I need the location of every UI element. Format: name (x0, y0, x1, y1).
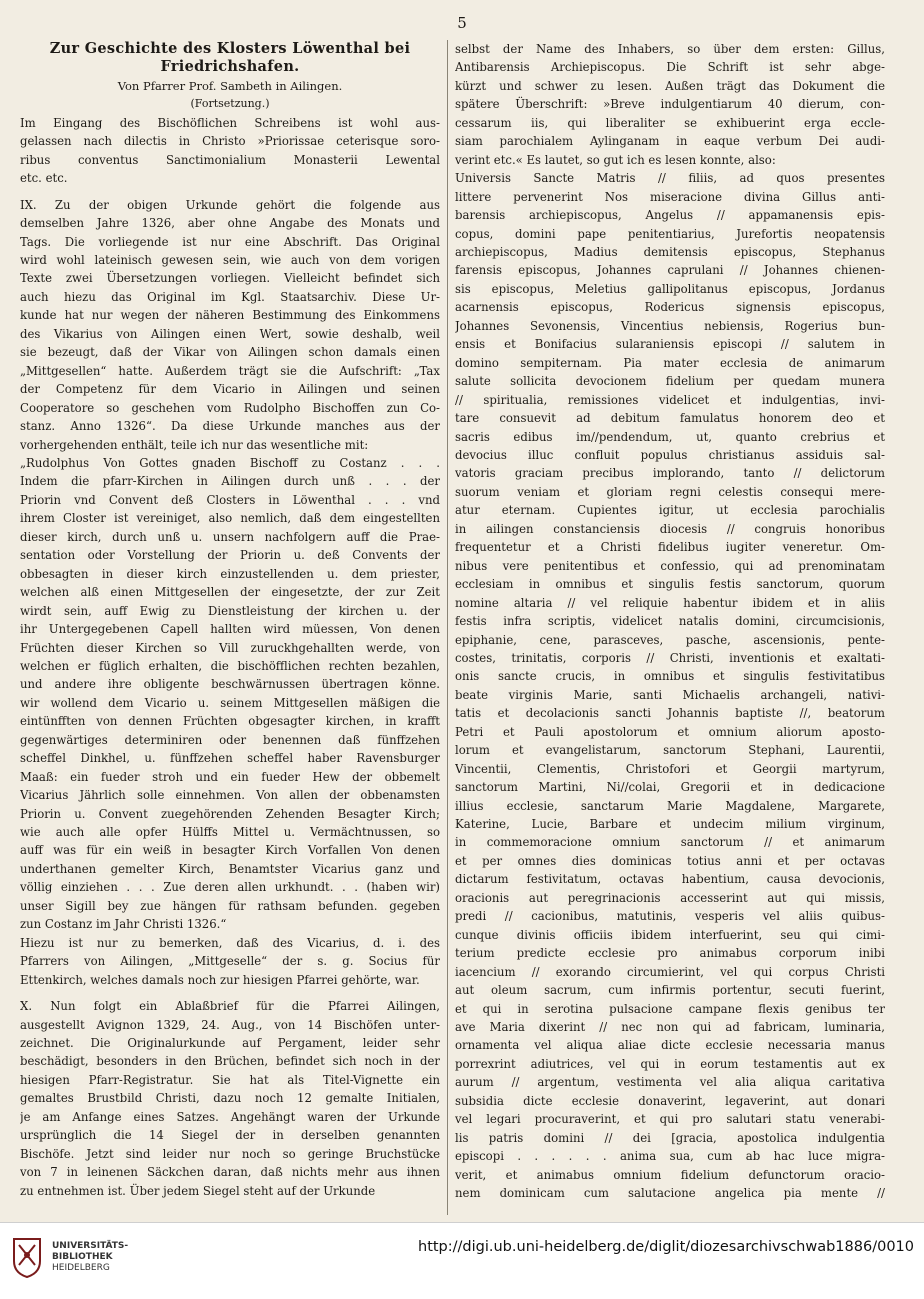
text-line: „Mittgesellen“ hatte. Außerdem trägt sie die Aufschrift: „Tax (20, 363, 440, 378)
text-line: ihrem Closter ist vereiniget, also nemlich, daß dem eingestellten (20, 511, 440, 526)
text-line: wirdt sein, auff Ewig zu Dienstleistung der kirchen u. der (20, 603, 440, 618)
text-line: Priorin u. Convent zuegehörenden Zehenden Besagter Kirch; (20, 806, 440, 821)
text-line: onis sancte crucis, in omnibus et singulis festivitatibus (455, 669, 885, 684)
text-line: Hiezu ist nur zu bemerken, daß des Vicarius, d. i. des (20, 935, 440, 950)
text-line: sanctorum Martini, Ni//colai, Gregorii et in dedicacione (455, 780, 885, 795)
text-line: salute sollicita devocionem fidelium per quedam munera (455, 374, 885, 389)
text-line: ave Maria dixerint // nec non qui ad fabricam, luminaria, (455, 1020, 885, 1035)
text-line: festis infra scriptis, videlicet natalis domini, circumcisionis, (455, 614, 885, 629)
article-byline: Von Pfarrer Prof. Sambeth in Ailingen. (117, 78, 343, 93)
text-line: aurum // argentum, vestimenta vel alia aliqua caritativa (455, 1075, 885, 1090)
text-line: illius ecclesie, sanctarum Marie Magdalene, Margarete, (455, 798, 885, 813)
right-column (455, 40, 885, 1203)
text-line: ihr Untergegebenen Capell hallten wird müessen, Von denen (20, 622, 440, 637)
text-line: je am Anfange eines Satzes. Angehängt waren der Urkunde (20, 1109, 440, 1124)
text-line: Petri et Pauli apostolorum et omnium aliorum aposto- (455, 724, 885, 739)
text-line: welchen alß einen Mittgesellen der eingesetzte, der zur Zeit (20, 585, 440, 600)
text-line: siam parochialem Aylinganam in eaque verbum Dei audi- (455, 134, 885, 149)
text-line: underthanen gemelter Kirch, Benamtster Vicarius ganz und (20, 861, 440, 876)
text-line: sie bezeugt, daß der Vikar von Ailingen schon damals einen (20, 345, 440, 360)
library-name-line3: HEIDELBERG (52, 1263, 110, 1273)
text-line: Texte zwei Übersetzungen vorliegen. Vielleicht befindet sich (20, 271, 440, 286)
text-line: etc. etc. (20, 171, 68, 186)
text-line: suorum veniam et gloriam regni celestis consequi mere- (455, 484, 885, 499)
text-line: atur eternam. Cupientes igitur, ut ecclesia parochialis (455, 503, 885, 518)
text-line: et qui in serotina pulsacione campane flexis genibus ter (455, 1001, 885, 1016)
article-title: Zur Geschichte des Klosters Löwenthal bei (49, 40, 411, 57)
text-line: sentation oder Vorstellung der Priorin u. deß Convents der (20, 548, 440, 563)
text-line: beschädigt, besonders in den Brüchen, befindet sich noch in der (20, 1054, 440, 1069)
text-line: littere pervenerint Nos miseracione divina Gillus anti- (455, 189, 885, 204)
text-line: nomine altaria // vel reliquie habentur ibidem et in aliis (455, 595, 885, 610)
text-line: nem dominicam cum salutacione angelica pia mente // (455, 1186, 885, 1201)
footer-bar (0, 1222, 924, 1299)
text-line: zun Costanz im Jahr Christi 1326.“ (20, 917, 227, 932)
text-line: nibus vere penitentibus et confessio, qui ad prenominatam (455, 558, 885, 573)
text-line: ribus conventus Sanctimonialium Monasterii Lewental (20, 152, 440, 167)
text-line: IX. Zu der obigen Urkunde gehört die folgende aus (20, 197, 440, 212)
text-line: cessarum iis, qui liberaliter se exhibuerint erga eccle- (455, 115, 885, 130)
text-line: von 7 in leinenen Säckchen daran, daß nichts mehr aus ihnen (20, 1165, 440, 1180)
text-line: ensis et Bonifacius sularaniensis episcopi // salutem in (455, 337, 885, 352)
text-line: zeichnet. Die Originalurkunde auf Pergament, leider sehr (20, 1036, 440, 1051)
text-line: in commemoracione omnium sanctorum // et animarum (455, 835, 885, 850)
text-line: Tags. Die vorliegende ist nur eine Abschrift. Das Original (20, 234, 440, 249)
text-line: tatis et decolacionis sancti Johannis baptiste //, beatorum (455, 706, 885, 721)
text-line: Antibarensis Archiepiscopus. Die Schrift ist sehr abge- (455, 60, 885, 75)
text-line: spätere Überschrift: »Breve indulgentiarum 40 dierum, con- (455, 97, 885, 112)
text-line: porrexrint adiutrices, vel qui in eorum testamentis aut ex (455, 1056, 885, 1071)
text-line: gegenwärtiges determiniren oder benennen daß fünffzehen (20, 732, 440, 747)
text-line: verint etc.« Es lautet, so gut ich es lesen konnte, also: (455, 152, 776, 167)
text-line: archiepiscopus, Madius demitensis episcopus, Stephanus (455, 244, 885, 259)
text-line: gelassen nach dilectis in Christo »Priorissae ceterisque soro- (20, 134, 440, 149)
text-line: subsidia dicte ecclesie donaverint, legaverint, aut donari (455, 1093, 885, 1108)
text-line: Früchten dieser Kirchen so Vill zuruckhgehallten werde, von (20, 640, 440, 655)
text-line: „Rudolphus Von Gottes gnaden Bischoff zu Costanz . . . (20, 455, 440, 470)
text-line: selbst der Name des Inhabers, so über dem ersten: Gillus, (455, 42, 885, 56)
library-name-line1: UNIVERSITÄTS- (52, 1241, 129, 1251)
text-line: beate virginis Marie, santi Michaelis archangeli, nativi- (455, 687, 885, 702)
text-line: Bischöfe. Jetzt sind leider nur noch so geringe Bruchstücke (20, 1146, 440, 1161)
library-name (52, 1241, 128, 1274)
text-line: sis episcopus, Meletius gallipolitanus episcopus, Jordanus (455, 281, 885, 296)
text-line: ornamenta vel aliqua aliae dicte ecclesie necessaria manus (455, 1038, 885, 1053)
paragraph-gap (20, 188, 440, 196)
text-line: Johannes Sevonensis, Vincentius nebiensis, Rogerius bun- (455, 318, 885, 333)
left-column (20, 40, 440, 1200)
text-line: aut oleum sacrum, cum infirmis portentur, secuti fuerint, (455, 983, 885, 998)
text-line: frequentetur et a Christi fidelibus iugiter veneretur. Om- (455, 540, 885, 555)
text-line: Katerine, Lucie, Barbare et undecim milium virginum, (455, 817, 885, 832)
text-line: ausgestellt Avignon 1329, 24. Aug., von 14 Bischöfen unter- (20, 1017, 440, 1032)
paragraph-gap (20, 989, 440, 997)
text-line: hiesigen Pfarr-Registratur. Sie hat als Titel-Vignette ein (20, 1072, 440, 1087)
text-line: des Vikarius von Ailingen einen Wert, sowie deshalb, weil (20, 326, 440, 341)
column-rule (447, 40, 448, 1215)
text-line: wie auch alle opfer Hülffs Mittel u. Vermächtnussen, so (20, 825, 440, 840)
text-line: episcopi . . . . . . anima sua, cum ab hac luce migra- (455, 1149, 885, 1164)
text-line: dieser kirch, durch unß u. unsern nachfolgern auff die Prae- (20, 529, 440, 544)
text-line: X. Nun folgt ein Ablaßbrief für die Pfarrei Ailingen, (20, 999, 440, 1014)
text-line: sacris edibus im//pendendum, ut, quanto crebrius et (455, 429, 885, 444)
text-line: copus, domini pape penitentiarius, Jurefortis neopatensis (455, 226, 885, 241)
text-line: und andere ihre obligente beschwärnussen übertragen könne. (20, 677, 440, 692)
text-line: der Competenz für dem Vicario in Ailingen und seinen (20, 382, 440, 397)
text-line: et per omnes dies dominicas totius anni et per octavas (455, 853, 885, 868)
text-line: demselben Jahre 1326, aber ohne Angabe des Monats und (20, 216, 440, 231)
text-line: wird wohl lateinisch gewesen sein, wie auch von dem vorigen (20, 252, 440, 267)
text-line: vel legari procuraverint, et qui pro salutari statu venerabi- (455, 1112, 885, 1127)
text-line: lis patris domini // dei [gracia, apostolica indulgentia (455, 1130, 885, 1145)
text-line: obbesagten in dieser kirch einzustellenden u. dem priester, (20, 566, 440, 581)
text-line: vorhergehenden enthält, teile ich nur das wesentliche mit: (20, 437, 369, 452)
text-line: wir wollend dem Vicario u. seinem Mittgesellen mäßigen die (20, 695, 440, 710)
text-line: farensis episcopus, Johannes caprulani // Johannes chienen- (455, 263, 885, 278)
text-line: lorum et evangelistarum, sanctorum Stephani, Laurentii, (455, 743, 885, 758)
text-line: oracionis aut peregrinacionis accesserint aut qui missis, (455, 890, 885, 905)
text-line: cunque divinis officiis ibidem interfuerint, seu qui cimi- (455, 927, 885, 942)
text-line: acarnensis episcopus, Rodericus signensis episcopus, (455, 300, 885, 315)
article-title-line2: Friedrichshafen. (160, 58, 300, 76)
library-name-line2: BIBLIOTHEK (52, 1252, 113, 1262)
text-line: devocius illuc confluit populus christianus assiduis sal- (455, 447, 885, 462)
text-line: gemaltes Brustbild Christi, dazu noch 12 gemalte Initialen, (20, 1091, 440, 1106)
text-line: Vincentii, Clementis, Christofori et Georgii martyrum, (455, 761, 885, 776)
text-line: tare consuevit ad debitum famulatus honorem deo et (455, 411, 885, 426)
text-line: iacencium // exorando circumierint, vel qui corpus Christi (455, 964, 885, 979)
opening-line: Im Eingang des Bischöflichen Schreibens ist wohl aus- (20, 115, 440, 130)
text-line: terium predicte ecclesie pro animabus corporum inibi (455, 946, 885, 961)
text-line: Priorin vnd Convent deß Closters in Löwenthal . . . vnd (20, 492, 440, 507)
text-line: auch hiezu das Original im Kgl. Staatsarchiv. Diese Ur- (20, 289, 440, 304)
text-line: in ailingen constanciensis diocesis // congruis honoribus (455, 521, 885, 536)
text-line: // spiritualia, remissiones videlicet et indulgentias, invi- (455, 392, 885, 407)
source-url-link[interactable]: http://digi.ub.uni-heidelberg.de/diglit/diozesarchivschwab1886/0010 (418, 1239, 914, 1255)
text-line: Maaß: ein fueder stroh und ein fueder Hew der obbemelt (20, 769, 440, 784)
text-line: Universis Sancte Matris // filiis, ad quos presentes (455, 171, 885, 186)
text-line: costes, trinitatis, corporis // Christi, inventionis et exaltati- (455, 650, 885, 665)
text-line: predi // cacionibus, matutinis, vesperis vel aliis quibus- (455, 909, 885, 924)
text-line: epiphanie, cene, parasceves, pasche, ascensionis, pente- (455, 632, 885, 647)
text-line: unser Sigill bey zue hängen für rathsam befunden. gegeben (20, 898, 440, 913)
text-line: Pfarrers von Ailingen, „Mittgeselle“ der s. g. Socius für (20, 954, 440, 969)
text-line: scheffel Dinkhel, u. fünffzehen scheffel haber Ravensburger (20, 751, 440, 766)
text-line: ecclesiam in omnibus et singulis festis sanctorum, quorum (455, 577, 885, 592)
text-line: auff was für ein weiß in besagter Kirch Vorfallen Von denen (20, 843, 440, 858)
text-line: völlig einziehen . . . Zue deren allen urkhundt. . . (haben wir) (20, 880, 440, 895)
text-line: Vicarius Jährlich solle einnehmen. Von allen der obbenamsten (20, 788, 440, 803)
text-line: Cooperatore so geschehen vom Rudolpho Bischoffen zun Co- (20, 400, 440, 415)
continuation-note: (Fortsetzung.) (190, 97, 270, 111)
text-line: eintünfften von dennen Früchten obgesagter kirchen, in krafft (20, 714, 440, 729)
university-seal-icon (10, 1235, 44, 1279)
text-line: kürzt und schwer zu lesen. Außen trägt das Dokument die (455, 78, 885, 93)
text-line: ursprünglich die 14 Siegel der in derselben genannten (20, 1128, 440, 1143)
text-line: Indem die pfarr-Kirchen in Ailingen durch unß . . . der (20, 474, 440, 489)
text-line: stanz. Anno 1326“. Da diese Urkunde manches aus der (20, 419, 440, 434)
text-line: welchen er füglich erhalten, die bischöfflichen rechten bezahlen, (20, 658, 440, 673)
page-number: 5 (457, 14, 467, 32)
text-line: barensis archiepiscopus, Angelus // appamanensis epis- (455, 208, 885, 223)
text-line: Ettenkirch, welches damals noch zur hiesigen Pfarrei gehörte, war. (20, 972, 420, 987)
text-line: vatoris graciam precibus implorando, tanto // delictorum (455, 466, 885, 481)
text-line: verit, et animabus omnium fidelium defunctorum oracio- (455, 1167, 885, 1182)
text-line: domino sempiternam. Pia mater ecclesia de animarum (455, 355, 885, 370)
text-line: zu entnehmen ist. Über jedem Siegel steht auf der Urkunde (20, 1183, 376, 1198)
text-line: dictarum festivitatum, octavas habentium, causa devocionis, (455, 872, 885, 887)
text-line: kunde hat nur wegen der näheren Bestimmung des Einkommens (20, 308, 440, 323)
